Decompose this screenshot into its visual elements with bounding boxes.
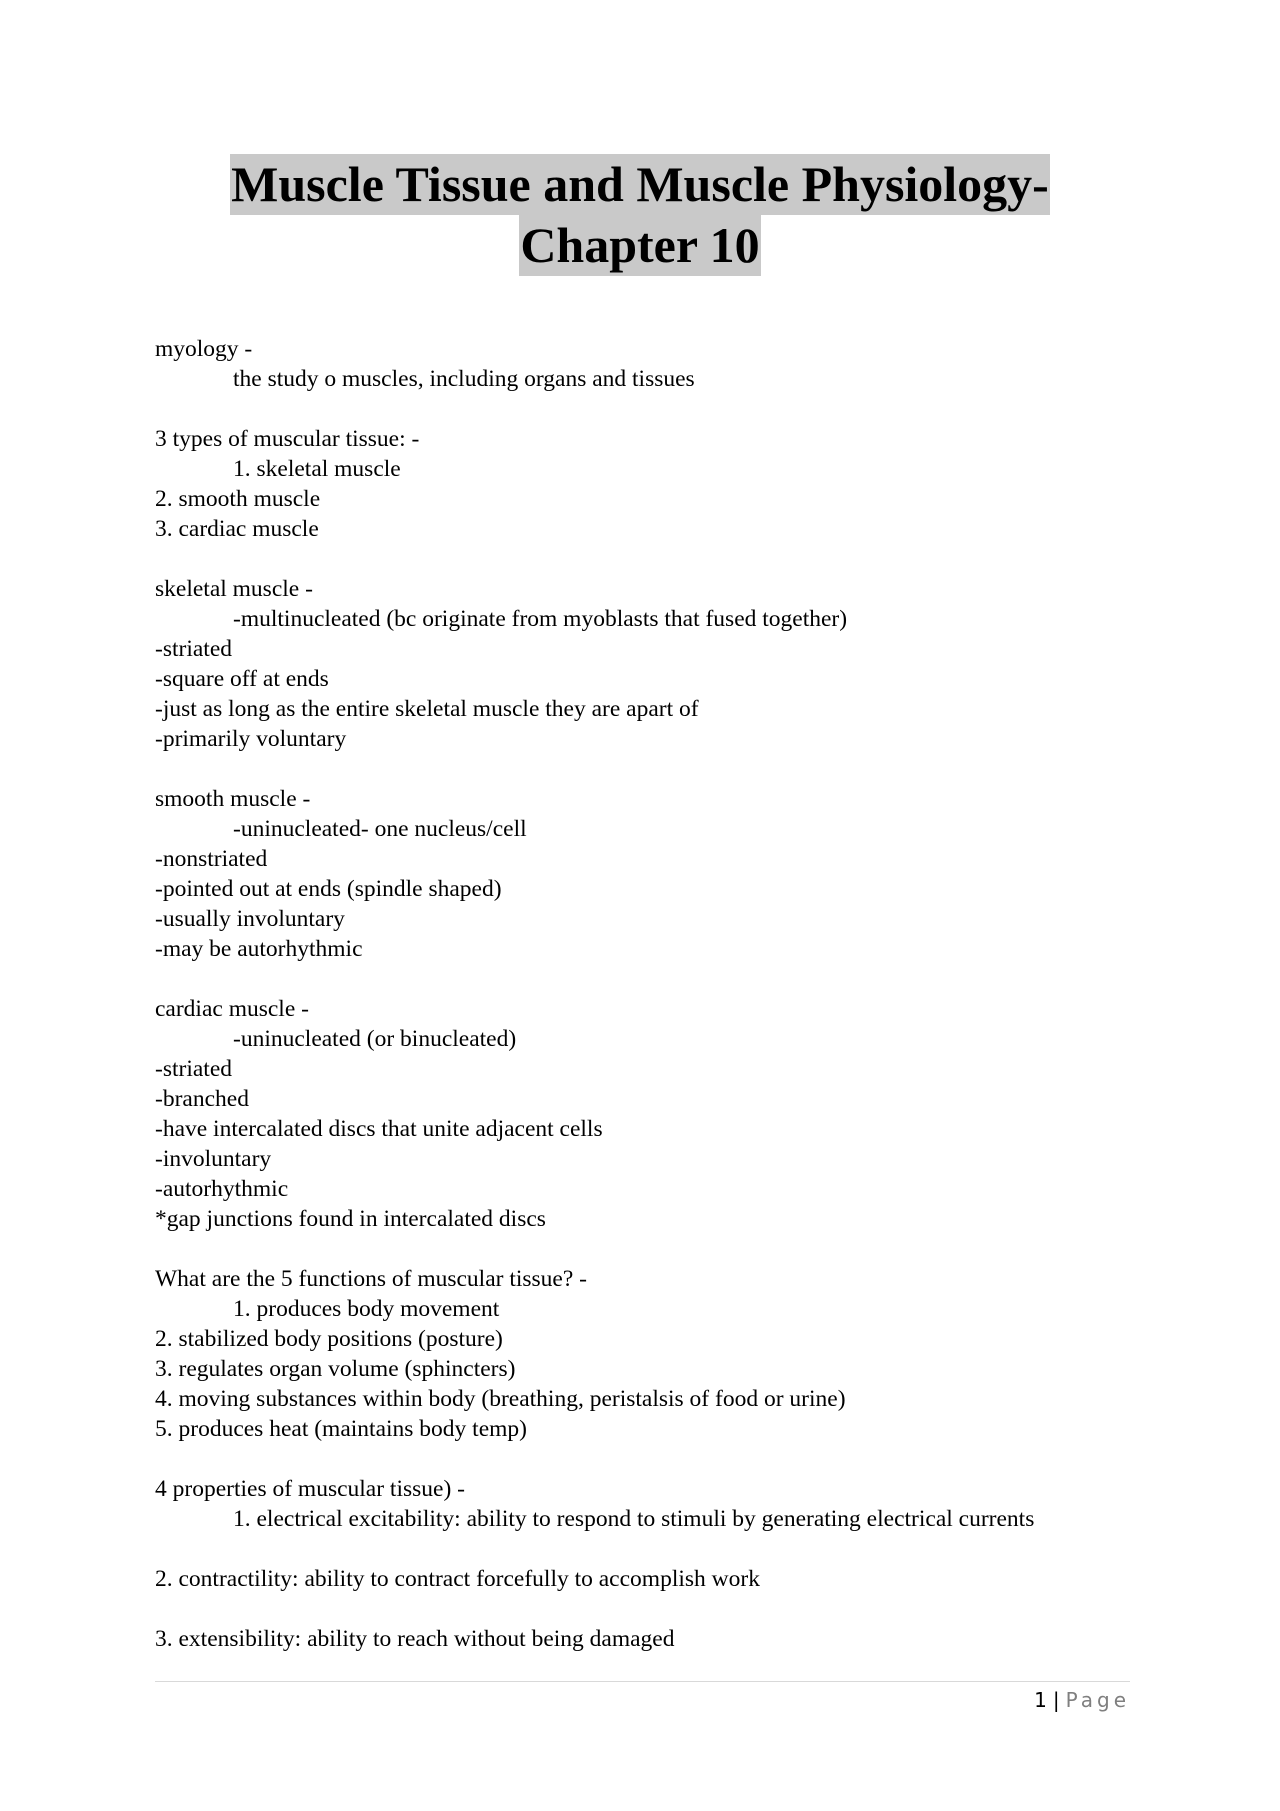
document-body [155,334,1155,1654]
blank-line [155,1444,1155,1474]
blank-line [155,964,1155,994]
text-line: smooth muscle - [155,786,311,812]
footer-divider [155,1681,1130,1682]
text-line: -uninucleated (or binucleated) [233,1026,517,1052]
text-line: -usually involuntary [155,906,345,932]
text-line: the study o muscles, including organs and tissues [233,366,695,392]
text-line: -multinucleated (bc originate from myoblasts that fused together) [233,606,848,632]
title-line-2: Chapter 10 [519,215,760,276]
blank-line [155,394,1155,424]
text-line: myology - [155,336,253,362]
page-number: 1 [1034,1688,1047,1712]
blank-line [155,754,1155,784]
page-label: Page [1065,1688,1130,1712]
text-line: -pointed out at ends (spindle shaped) [155,876,502,902]
text-line: *gap junctions found in intercalated discs [155,1206,546,1232]
blank-line [155,1234,1155,1264]
blank-line [155,1534,1155,1564]
page-title [0,154,1280,276]
text-line: -just as long as the entire skeletal muscle they are apart of [155,696,699,722]
text-line: -may be autorhythmic [155,936,363,962]
text-line: 1. skeletal muscle [233,456,401,482]
blank-line [155,544,1155,574]
page-footer [1034,1686,1130,1714]
text-line: -primarily voluntary [155,726,347,752]
text-line: 2. smooth muscle [155,486,321,512]
text-line: -striated [155,636,232,662]
text-line: -uninucleated- one nucleus/cell [233,816,527,842]
text-line: 2. stabilized body positions (posture) [155,1326,503,1352]
text-line: 1. electrical excitability: ability to respond to stimuli by generating electrical currents [233,1506,1035,1532]
blank-line [155,1594,1155,1624]
text-line: -nonstriated [155,846,268,872]
text-line: cardiac muscle - [155,996,309,1022]
text-line: 3 types of muscular tissue: - [155,426,420,452]
text-line: -striated [155,1056,232,1082]
text-line: -square off at ends [155,666,329,692]
text-line: What are the 5 functions of muscular tissue? - [155,1266,587,1292]
text-line: 1. produces body movement [233,1296,500,1322]
text-line: -involuntary [155,1146,272,1172]
text-line: 4. moving substances within body (breathing, peristalsis of food or urine) [155,1386,846,1412]
text-line: 3. extensibility: ability to reach without being damaged [155,1626,675,1652]
text-line: skeletal muscle - [155,576,313,602]
text-line: 3. regulates organ volume (sphincters) [155,1356,516,1382]
text-line: -branched [155,1086,249,1112]
title-line-1: Muscle Tissue and Muscle Physiology- [230,154,1050,215]
text-line: 5. produces heat (maintains body temp) [155,1416,527,1442]
text-line: 4 properties of muscular tissue) - [155,1476,465,1502]
text-line: 3. cardiac muscle [155,516,319,542]
text-line: -have intercalated discs that unite adjacent cells [155,1116,603,1142]
text-line: -autorhythmic [155,1176,289,1202]
text-line: 2. contractility: ability to contract forcefully to accomplish work [155,1566,760,1592]
footer-separator: | [1052,1688,1060,1712]
